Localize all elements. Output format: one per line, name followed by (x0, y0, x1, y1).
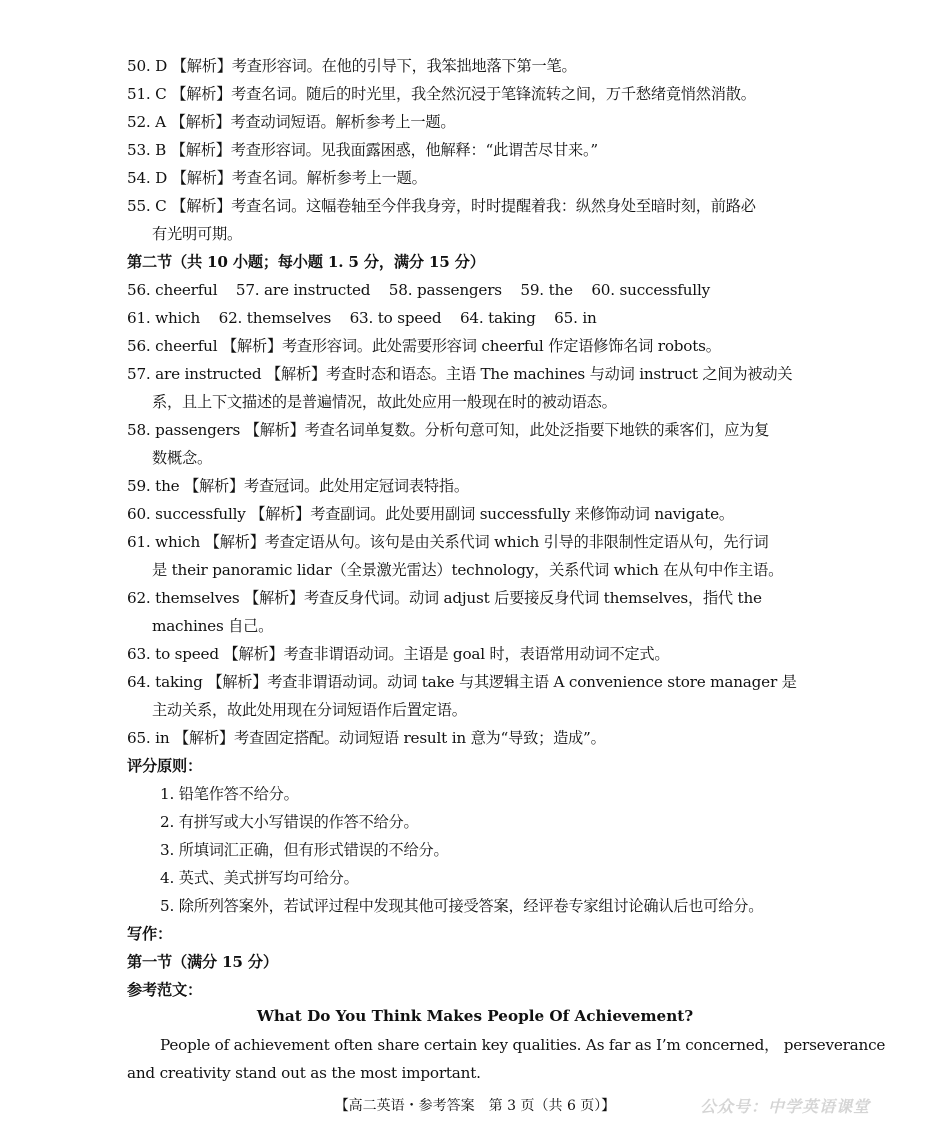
essay-paragraph-line-1: People of achievement often share certain key qualities. As far as I’m concerned， perseverance (160, 1036, 886, 1054)
grading-rule-4: 4. 英式、美式拼写均可给分。 (160, 869, 359, 887)
answer-55-continued: 有光明可期。 (152, 225, 242, 243)
section2-heading: 第二节（共 10 小题；每小题 1. 5 分，满分 15 分） (127, 253, 485, 271)
watermark: 公众号：中学英语课堂 (700, 1097, 871, 1116)
explanation-56: 56. cheerful 【解析】考查形容词。此处需要形容词 cheerful 作定语修饰名词 robots。 (127, 337, 721, 355)
answer-52: 52. A 【解析】考查动词短语。解析参考上一题。 (127, 113, 456, 131)
writing-section1-heading: 第一节（满分 15 分） (127, 953, 278, 971)
answer-50: 50. D 【解析】考查形容词。在他的引导下，我笨拙地落下第一笔。 (127, 57, 577, 75)
essay-title: What Do You Think Makes People Of Achievement? (256, 1007, 694, 1025)
essay-paragraph-line-2: and creativity stand out as the most important. (127, 1064, 481, 1082)
grading-rule-5: 5. 除所列答案外，若试评过程中发现其他可接受答案，经评卷专家组讨论确认后也可给分。 (160, 897, 764, 915)
answer-key-row-1: 56. cheerful 57. are instructed 58. passengers 59. the 60. successfully (127, 281, 710, 299)
explanation-64-continued: 主动关系，故此处用现在分词短语作后置定语。 (152, 701, 467, 719)
answer-55: 55. C 【解析】考查名词。这幅卷轴至今伴我身旁，时时提醒着我：纵然身处至暗时刻，前路必 (127, 197, 756, 215)
sample-essay-heading: 参考范文： (127, 981, 202, 999)
answer-53: 53. B 【解析】考查形容词。见我面露困惑，他解释：“此谓苦尽甘来。” (127, 141, 598, 159)
grading-rule-2: 2. 有拼写或大小写错误的作答不给分。 (160, 813, 419, 831)
explanation-57: 57. are instructed 【解析】考查时态和语态。主语 The machines 与动词 instruct 之间为被动关 (127, 365, 793, 383)
explanation-63: 63. to speed 【解析】考查非谓语动词。主语是 goal 时，表语常用动词不定式。 (127, 645, 670, 663)
explanation-57-continued: 系，且上下文描述的是普遍情况，故此处应用一般现在时的被动语态。 (152, 393, 617, 411)
explanation-59: 59. the 【解析】考查冠词。此处用定冠词表特指。 (127, 477, 469, 495)
explanation-58-continued: 数概念。 (152, 449, 212, 467)
grading-heading: 评分原则： (127, 757, 202, 775)
page-footer: 【高二英语・参考答案 第 3 页（共 6 页）】 (334, 1098, 616, 1114)
grading-rule-1: 1. 铅笔作答不给分。 (160, 785, 299, 803)
grading-rule-3: 3. 所填词汇正确，但有形式错误的不给分。 (160, 841, 449, 859)
explanation-58: 58. passengers 【解析】考查名词单复数。分析句意可知，此处泛指要下地铁的乘客们，应为复 (127, 421, 770, 439)
explanation-65: 65. in 【解析】考查固定搭配。动词短语 result in 意为“导致；造成”。 (127, 729, 606, 747)
explanation-62: 62. themselves 【解析】考查反身代词。动词 adjust 后要接反身代词 themselves，指代 the (127, 589, 762, 607)
writing-heading: 写作： (127, 925, 172, 943)
answer-54: 54. D 【解析】考查名词。解析参考上一题。 (127, 169, 427, 187)
explanation-62-continued: machines 自己。 (152, 617, 274, 635)
explanation-60: 60. successfully 【解析】考查副词。此处要用副词 successfully 来修饰动词 navigate。 (127, 505, 734, 523)
explanation-61-continued: 是 their panoramic lidar（全景激光雷达）technology，关系代词 which 在从句中作主语。 (152, 561, 784, 579)
explanation-61: 61. which 【解析】考查定语从句。该句是由关系代词 which 引导的非限制性定语从句，先行词 (127, 533, 769, 551)
explanation-64: 64. taking 【解析】考查非谓语动词。动词 take 与其逻辑主语 A convenience store manager 是 (127, 673, 797, 691)
answer-key-row-2: 61. which 62. themselves 63. to speed 64. taking 65. in (127, 309, 597, 327)
answer-51: 51. C 【解析】考查名词。随后的时光里，我全然沉浸于笔锋流转之间，万千愁绪竟悄然消散。 (127, 85, 756, 103)
